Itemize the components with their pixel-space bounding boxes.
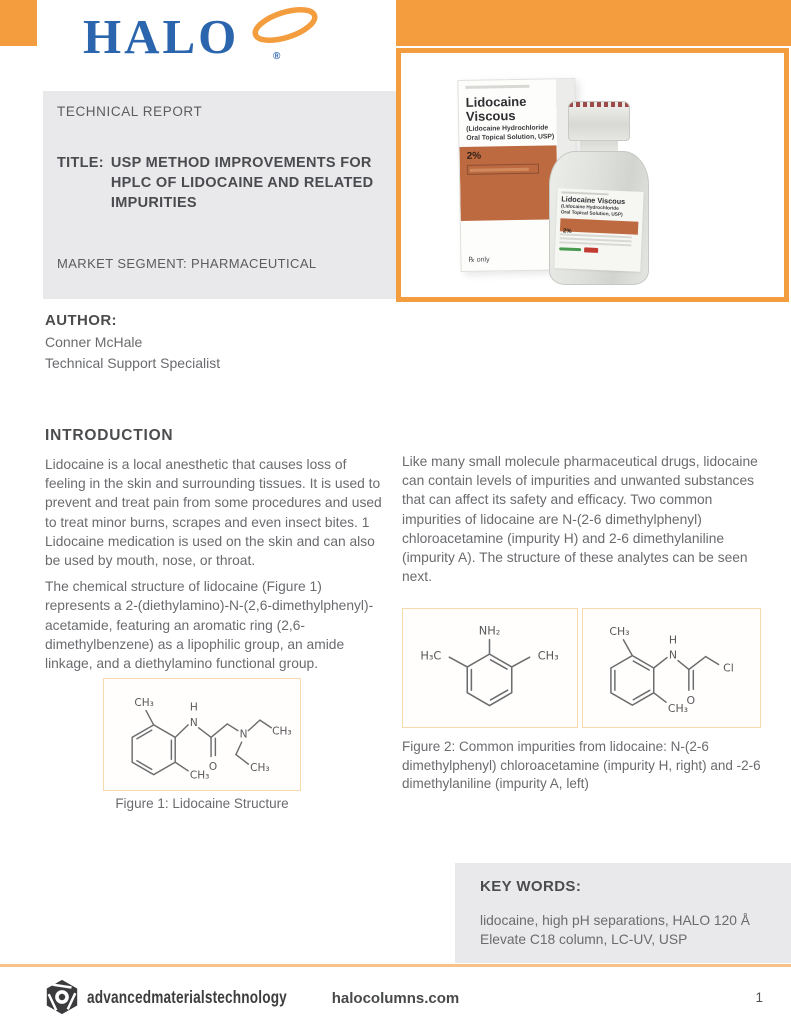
- carton-orange-panel: [460, 146, 559, 222]
- svg-text:CH₃: CH₃: [134, 696, 154, 709]
- svg-text:Cl: Cl: [723, 661, 734, 675]
- svg-text:H: H: [189, 701, 198, 714]
- bottle-strength: 2%: [562, 227, 572, 235]
- red-logo-mark: [584, 247, 598, 253]
- technical-report-box: [43, 91, 396, 299]
- title-line-3: IMPURITIES: [110, 195, 197, 211]
- intro-left-column: [45, 455, 388, 680]
- report-title: [57, 153, 382, 213]
- logo-panel: [37, 0, 396, 80]
- amt-company-name: advancedmaterialstechnology: [87, 986, 287, 1007]
- green-logo-mark: [559, 247, 581, 251]
- svg-text:CH₃: CH₃: [537, 648, 559, 663]
- svg-text:N: N: [239, 728, 248, 741]
- title-line-2: HPLC OF LIDOCAINE AND RELATED: [110, 175, 374, 191]
- svg-text:O: O: [208, 760, 218, 773]
- intro-right-column: [402, 452, 764, 586]
- lidocaine-structure-drawing: [104, 679, 299, 789]
- page-number: 1: [755, 990, 763, 1005]
- product-photo-frame: [396, 48, 789, 302]
- carton-strength: 2%: [466, 150, 482, 163]
- bottle-product-name: Lidocaine Viscous: [561, 194, 626, 207]
- svg-text:N: N: [668, 648, 678, 662]
- halo-logo: [83, 4, 343, 76]
- keywords-text: lidocaine, high pH separations, HALO 120 Å Elevate C18 column, LC-UV, USP: [480, 913, 750, 947]
- halo-logo-text: HALO: [83, 9, 240, 64]
- author-block: [45, 312, 220, 371]
- svg-text:CH₃: CH₃: [272, 725, 292, 738]
- figure1-caption: Figure 1: Lidocaine Structure: [115, 796, 289, 811]
- figure1-box: [103, 678, 301, 791]
- bottle-body: [549, 151, 649, 285]
- intro-paragraph-2: The chemical structure of lidocaine (Figure 1) represents a 2-(diethylamino)-N-(2,6-dimethylphenyl)-acetamide, featuring an aromatic ring (2,6-dimethylbenzene) as a lipophilic group, an amide linkage, and a diethylamino functional group.: [45, 579, 374, 672]
- carton-dose-band: [467, 164, 539, 175]
- figure2-impurityA-box: [402, 608, 578, 728]
- svg-text:N: N: [189, 716, 198, 729]
- bottle-cap: [568, 101, 630, 141]
- author-label: AUTHOR:: [45, 312, 117, 329]
- title-lines: [111, 153, 373, 213]
- keywords-label: KEY WORDS:: [480, 878, 582, 895]
- halo-ring-icon: [225, 0, 345, 50]
- svg-text:CH₃: CH₃: [250, 761, 270, 774]
- carton-microtext-bar: [465, 85, 529, 89]
- keywords-box: [455, 863, 791, 963]
- title-line-1: USP METHOD IMPROVEMENTS FOR: [110, 155, 372, 171]
- svg-text:NH₂: NH₂: [478, 623, 501, 638]
- bottle-orange-panel: [560, 218, 638, 234]
- svg-text:H₃C: H₃C: [420, 648, 442, 663]
- introduction-heading: INTRODUCTION: [45, 427, 174, 444]
- figure2-row: [402, 608, 761, 728]
- svg-text:CH₃: CH₃: [609, 624, 630, 638]
- carton-product-name: Lidocaine Viscous: [465, 93, 527, 124]
- carton-product-subtitle: (Lidocaine Hydrochloride Oral Topical Solution, USP): [466, 124, 555, 142]
- dimethylaniline-structure-drawing: [403, 609, 576, 726]
- intro-paragraph-1: Lidocaine is a local anesthetic that causes loss of feeling in the skin and surrounding tissues. It is used to prevent and treat pain from some procedures and used to treat minor burns, scrapes and even insect bites. 1 Lidocaine medication is used on the skin and can also be used by mouth, nose, or throat.: [45, 457, 382, 569]
- svg-text:CH₃: CH₃: [667, 702, 689, 716]
- bottle-product-subtitle: (Lidocaine Hydrochloride Oral Topical Solution, USP): [560, 204, 623, 218]
- chloroacetamide-structure-drawing: [583, 609, 759, 726]
- svg-text:O: O: [686, 694, 696, 708]
- svg-text:H: H: [668, 633, 678, 647]
- svg-text:CH₃: CH₃: [189, 769, 210, 782]
- carton-rx-only: ℞ only: [468, 256, 490, 264]
- market-segment: MARKET SEGMENT: PHARMACEUTICAL: [57, 256, 317, 271]
- lidocaine-bottle: [549, 101, 649, 285]
- registered-mark: ®: [273, 51, 281, 62]
- title-prefix: TITLE:: [57, 155, 104, 171]
- figure2-caption: Figure 2: Common impurities from lidocaine: N-(2-6 dimethylphenyl) chloroacetamine (impurity H, right) and -2-6 dimethylaniline (impurity A, left): [402, 739, 761, 791]
- bottle-maker-marks: [559, 246, 637, 254]
- carton-band-bar: [470, 168, 529, 172]
- intro-paragraph-3: Like many small molecule pharmaceutical drugs, lidocaine can contain levels of impurities and unwanted substances that can affect its safety and efficacy. Two common impurities of lidocaine are N-(2-6 dimethylphenyl) chloroacetamine (impurity H) and 2-6 dimethylaniline (impurity A). The structure of these analytes can be seen next.: [402, 454, 758, 585]
- report-type-label: TECHNICAL REPORT: [57, 104, 203, 119]
- footer-orange-rule: [0, 964, 791, 967]
- author-role: Technical Support Specialist: [45, 355, 221, 371]
- author-name: Conner McHale: [45, 334, 143, 350]
- footer-website: halocolumns.com: [331, 990, 460, 1007]
- figure2-impurityH-box: [582, 608, 761, 728]
- bottle-label: [554, 188, 643, 272]
